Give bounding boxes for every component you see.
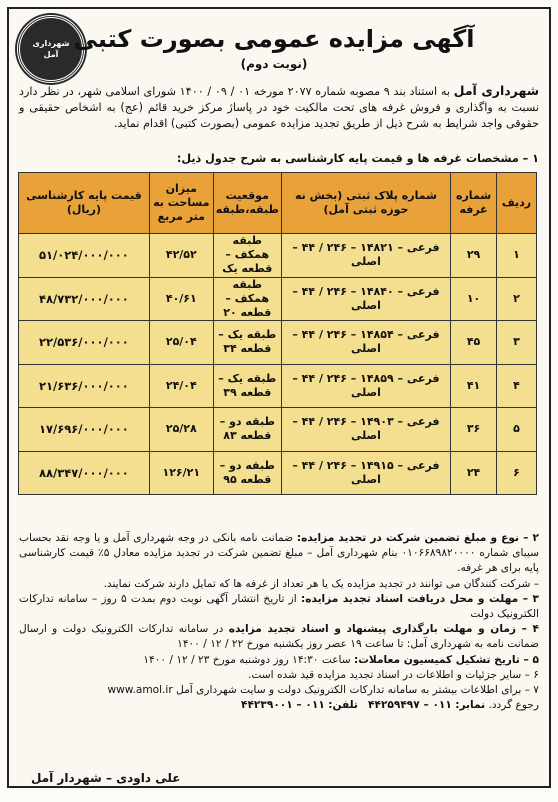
table-row (19, 321, 537, 365)
cell-base-price: ۲۲/۵۳۶/۰۰۰/۰۰۰ (19, 321, 150, 365)
cell-row-number: ۱ (497, 234, 537, 278)
term-item-3: ۳ – مهلت و محل دریافت اسناد تجدید مزایده: از تاریخ انتشار آگهی نوبت دوم بمدت ۵ روز – سامانه تدارکات الکترونیک دولت (19, 592, 539, 621)
cell-area: ۲۵/۰۴ (149, 321, 213, 365)
table-row (19, 451, 537, 495)
cell-location: طبقه دو – قطعه ۹۵ (213, 451, 281, 495)
terms-section (19, 531, 539, 713)
cell-location: طبقه دو – قطعه ۸۳ (213, 408, 281, 452)
intro-text: به استناد بند ۹ مصوبه شماره ۲۰۷۷ مورخه ۰۱ / ۰۹ / ۱۴۰۰ شورای اسلامی شهر، در نظر دارد نسبت به واگذاری و فروش غرفه های تحت مالکیت خود در پاساژ مرکز خرید قائم (عج) به اشخاص حقیقی و حقوقی واجد شرایط به شرح ذیل از طریق تجدید مزایده عمومی (بصورت کتبی) اقدام نماید. (19, 85, 539, 130)
term-item-5: ۵ – تاریخ تشکیل کمیسیون معاملات: ساعت ۱۴:۳۰ روز دوشنبه مورخ ۲۳ / ۱۲ / ۱۴۰۰ (143, 653, 539, 666)
term-item-2: ۲ – نوع و مبلغ تضمین شرکت در تجدید مزایده: ضمانت نامه بانکی در وجه شهرداری آمل و یا وجه نقد بحساب سیبای شماره ۰۱۰۶۶۸۹۸۲۰۰۰۰ بنام شهرداری آمل – مبلغ تضمین شرکت در تجدید مزایده معادل ۵٪ قیمت کارشناسی پایه برای هر غرفه. (19, 532, 540, 575)
cell-area: ۴۰/۶۱ (149, 277, 213, 321)
cell-booth-number: ۴۱ (451, 364, 497, 408)
term-item-4: ۴ – زمان و مهلت بارگذاری پیشنهاد و اسناد تجدید مزایده در سامانه تدارکات الکترونیک دولت و ارسال ضمانت نامه به شهرداری آمل: تا ساعت ۱۹ عصر روز یکشنبه مورخ ۲۲ / ۱۲ / ۱۴۰۰ (19, 623, 539, 651)
cell-area: ۴۲/۵۲ (149, 234, 213, 278)
table-row (19, 277, 537, 321)
cell-location: طبقه همکف – قطعه ۲۰ (213, 277, 281, 321)
section1-heading: ۱ – مشخصات غرفه ها و قیمت پایه کارشناسی به شرح جدول ذیل: (176, 152, 539, 165)
cell-location: طبقه یک – قطعه ۳۴ (213, 321, 281, 365)
cell-base-price: ۸۸/۳۴۷/۰۰۰/۰۰۰ (19, 451, 150, 495)
cell-booth-number: ۳۶ (451, 408, 497, 452)
cell-plate-number: فرعی – ۱۴۸۵۹ – ۲۴۶ / ۴۴ – اصلی (281, 364, 450, 408)
booths-table (18, 172, 537, 495)
cell-plate-number: فرعی – ۱۴۸۵۴ – ۲۴۶ / ۴۴ – اصلی (281, 321, 450, 365)
table-row (19, 364, 537, 408)
term-item-6: ۶ – سایر جزئیات و اطلاعات در اسناد تجدید مزایده قید شده است. (248, 668, 539, 681)
cell-base-price: ۱۷/۶۹۶/۰۰۰/۰۰۰ (19, 408, 150, 452)
col-header-area: میزان مساحت به متر مربع (149, 173, 213, 234)
cell-base-price: ۴۸/۷۳۲/۰۰۰/۰۰۰ (19, 277, 150, 321)
table-header-row (19, 173, 537, 234)
cell-booth-number: ۴۵ (451, 321, 497, 365)
signature: علی داودی – شهردار آمل (31, 771, 181, 785)
term-item-7: ۷ – برای اطلاعات بیشتر به سامانه تدارکات الکترونیک دولت و سایت شهرداری آمل www.amol.ir (107, 684, 539, 697)
term-item-2b: – شرکت کنندگان می توانند در تجدید مزایده یک یا هر تعداد از غرفه ها که تمایل دارند شرکت نمایند. (103, 577, 539, 590)
cell-booth-number: ۲۴ (451, 451, 497, 495)
intro-lead: شهرداری آمل (453, 83, 539, 98)
cell-area: ۲۴/۰۴ (149, 364, 213, 408)
cell-booth-number: ۱۰ (451, 277, 497, 321)
contact-line: رجوع گردد. نمابر: ۰۱۱ – ۴۴۲۵۹۴۹۷ تلفن: ۰۱۱ – ۴۴۲۳۹۰۰۱ (241, 699, 539, 712)
table-row (19, 408, 537, 452)
cell-location: طبقه همکف – قطعه یک (213, 234, 281, 278)
cell-plate-number: فرعی – ۱۴۹۰۳ – ۲۴۶ / ۴۴ – اصلی (281, 408, 450, 452)
cell-base-price: ۲۱/۶۳۶/۰۰۰/۰۰۰ (19, 364, 150, 408)
intro-paragraph (19, 83, 539, 132)
col-header-row-number: ردیف (497, 173, 537, 234)
notice-title (69, 25, 479, 72)
cell-base-price: ۵۱/۰۲۴/۰۰۰/۰۰۰ (19, 234, 150, 278)
tel-number: ۰۱۱ – ۴۴۲۳۹۰۰۱ (241, 699, 325, 712)
title-main: آگهی مزایده عمومی بصورت کتبی (73, 25, 475, 53)
cell-area: ۱۲۶/۲۱ (149, 451, 213, 495)
cell-plate-number: فرعی – ۱۴۸۲۱ – ۲۴۶ / ۴۴ – اصلی (281, 234, 450, 278)
title-sub: (نوبت دوم) (240, 57, 308, 71)
logo-line2: آمل (43, 50, 59, 59)
cell-location: طبقه یک – قطعه ۳۹ (213, 364, 281, 408)
col-header-plate-number: شماره پلاک ثبتی (بخش نه حوزه ثبتی آمل) (281, 173, 450, 234)
notice-page (7, 7, 551, 788)
cell-plate-number: فرعی – ۱۴۹۱۵ – ۲۴۶ / ۴۴ – اصلی (281, 451, 450, 495)
col-header-booth-number: شماره غرفه (451, 173, 497, 234)
cell-row-number: ۵ (497, 408, 537, 452)
col-header-base-price: قیمت پایه کارشناسی (ریال) (19, 173, 150, 234)
cell-plate-number: فرعی – ۱۴۸۴۰ – ۲۴۶ / ۴۴ – اصلی (281, 277, 450, 321)
website-link[interactable]: www.amol.ir (107, 684, 173, 697)
col-header-location: موقعیت طبقه،طبقه (213, 173, 281, 234)
cell-area: ۲۵/۲۸ (149, 408, 213, 452)
cell-booth-number: ۲۹ (451, 234, 497, 278)
logo-line1: شهرداری (32, 39, 70, 48)
cell-row-number: ۲ (497, 277, 537, 321)
cell-row-number: ۳ (497, 321, 537, 365)
cell-row-number: ۴ (497, 364, 537, 408)
cell-row-number: ۶ (497, 451, 537, 495)
table-row (19, 234, 537, 278)
fax-number: ۰۱۱ – ۴۴۲۵۹۴۹۷ (368, 699, 452, 712)
